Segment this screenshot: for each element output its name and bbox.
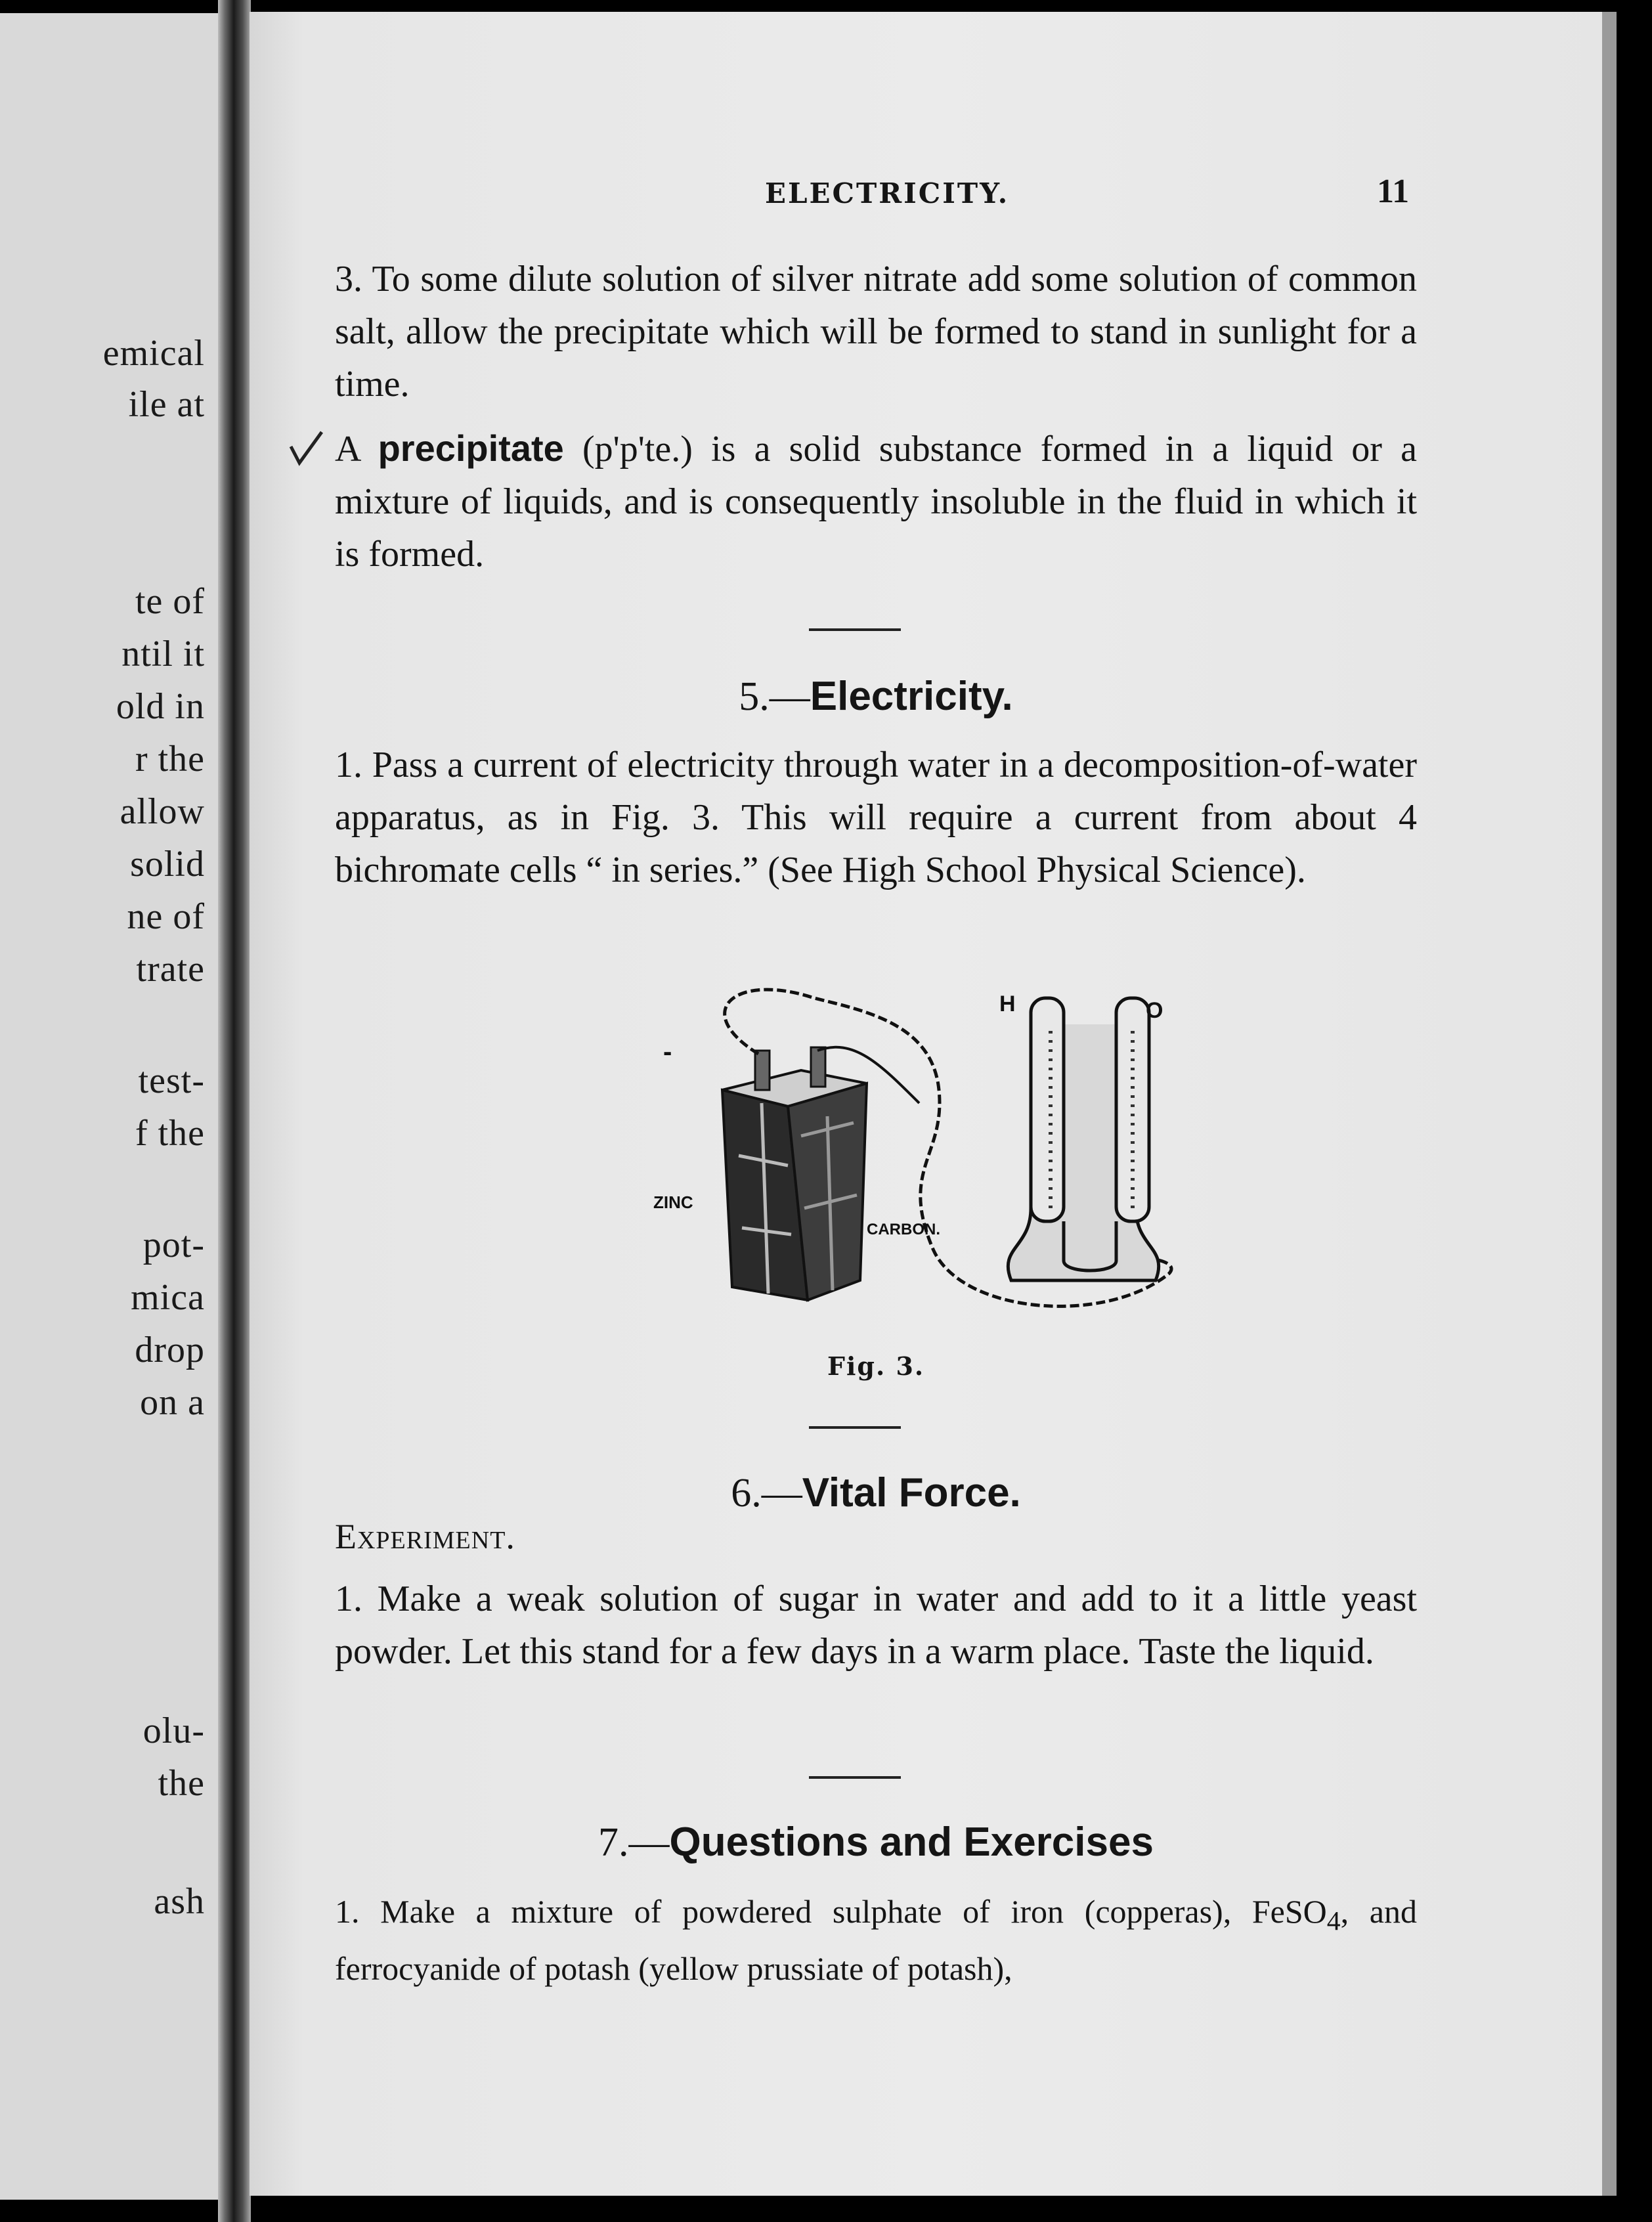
left-fragment: on a xyxy=(140,1382,205,1423)
fig-3-electrolysis-apparatus xyxy=(591,972,1182,1340)
left-fragment: r the xyxy=(135,739,205,779)
left-fragment: ash xyxy=(154,1881,205,1922)
label-o: O xyxy=(1146,998,1163,1023)
definition-term: precipitate xyxy=(378,427,564,469)
experiment-subhead: Experiment. xyxy=(335,1517,515,1556)
left-fragment: mica xyxy=(131,1277,205,1318)
section-title: Questions and Exercises xyxy=(669,1819,1154,1865)
section-divider xyxy=(809,1426,901,1429)
section-divider xyxy=(809,628,901,631)
definition-text: (p'p'te.) is a solid substance formed in a liquid or a mixture of liquids, and is consequently insoluble in the fluid in which it is formed. xyxy=(335,429,1417,575)
left-fragment: trate xyxy=(136,949,205,990)
pencil-check-mark xyxy=(288,427,327,473)
label-zinc: ZINC xyxy=(653,1192,693,1212)
left-fragment: the xyxy=(158,1763,205,1804)
section-number: 7.— xyxy=(598,1820,670,1865)
figure-caption: Fig. 3. xyxy=(827,1351,925,1381)
section-title: Vital Force. xyxy=(802,1470,1021,1515)
left-fragment: test- xyxy=(138,1060,205,1101)
left-fragment: emical xyxy=(102,333,205,374)
left-fragment: f the xyxy=(135,1113,205,1154)
item-text: 1. Make a mixture of powdered sulphate of iron (copperas), xyxy=(335,1893,1252,1930)
label-minus: - xyxy=(663,1037,672,1066)
electricity-item-1: 1. Pass a current of electricity through water in a decomposition-of-water apparatus, as in Fig. 3. This will require a current from about 4 bichromate cells “ in series.” (See High School Physical Science). xyxy=(335,745,1417,890)
book-gutter xyxy=(218,0,251,2222)
page-number: 11 xyxy=(1377,173,1410,210)
section-number: 6.— xyxy=(731,1471,802,1515)
section-number: 5.— xyxy=(739,674,810,719)
section-5-heading xyxy=(335,673,1417,720)
questions-item-1 xyxy=(335,1888,1417,1992)
left-fragment: drop xyxy=(135,1330,205,1370)
formula-subscript: 4 xyxy=(1326,1906,1341,1936)
left-page xyxy=(0,13,223,2200)
left-fragment: allow xyxy=(120,791,205,832)
section-7-heading xyxy=(335,1819,1417,1866)
left-fragment: ntil it xyxy=(121,634,205,674)
item-text-continued: , and ferrocyanide of potash (yellow prussiate of potash), xyxy=(335,1893,1417,1987)
left-fragment: olu- xyxy=(142,1710,205,1751)
chemical-formula: FeSO xyxy=(1251,1893,1327,1930)
page-edge xyxy=(1602,12,1617,2196)
left-fragment: ile at xyxy=(128,384,205,425)
label-carbon: CARBON. xyxy=(867,1221,940,1238)
left-fragment: pot- xyxy=(142,1225,205,1265)
item-3-paragraph: 3. To some dilute solution of silver nitrate add some solution of common salt, allow the precipitate which will be formed to stand in sunlight for a time. xyxy=(335,259,1417,404)
precipitate-definition xyxy=(335,422,1417,580)
vital-force-item-1: 1. Make a weak solution of sugar in water and add to it a little yeast powder. Let this stand for a few days in a warm place. Taste the liquid. xyxy=(335,1579,1417,1672)
definition-lead: A xyxy=(335,429,378,469)
section-divider xyxy=(809,1776,901,1779)
running-title: ELECTRICITY. xyxy=(765,177,1010,209)
left-fragment: old in xyxy=(116,686,205,727)
section-title: Electricity. xyxy=(810,674,1013,719)
left-fragment: ne of xyxy=(127,896,205,937)
left-fragment: solid xyxy=(130,844,205,884)
label-h: H xyxy=(999,991,1016,1016)
left-fragment: te of xyxy=(135,581,205,622)
